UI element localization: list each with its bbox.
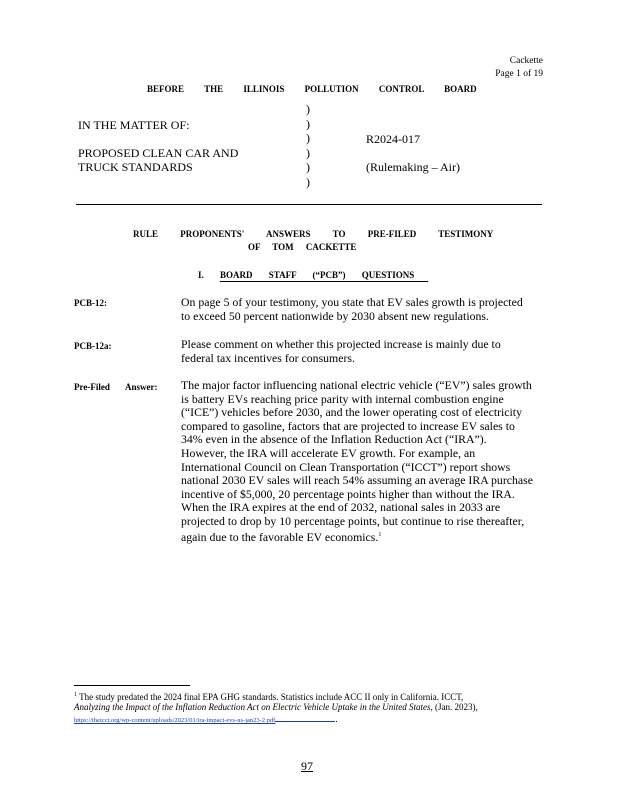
paren: ) bbox=[306, 102, 310, 116]
answer-label-prefiled: Pre-Filed bbox=[74, 382, 110, 392]
footnote-mark: 1 bbox=[74, 692, 77, 698]
board-heading: BEFORE THE ILLINOIS POLLUTION CONTROL BOARD bbox=[147, 84, 477, 94]
paren: ) bbox=[306, 131, 310, 146]
footnote-text: The study predated the 2024 final EPA GHG standards. Statistics include ACC II only in California. ICCT, bbox=[79, 692, 464, 702]
text-line: is battery EVs reaching price parity with internal combustion engine bbox=[181, 391, 504, 406]
page-number: 97 bbox=[301, 759, 313, 773]
caption-divider bbox=[76, 204, 542, 205]
document-title: RULE PROPONENTS' ANSWERS TO PRE-FILED TESTIMONY bbox=[133, 229, 494, 239]
page-label: Page 1 of 19 bbox=[495, 69, 543, 79]
header-name: Cackette bbox=[509, 56, 543, 66]
footnote-line-3 bbox=[74, 714, 338, 727]
footnote-url-spacer bbox=[275, 714, 338, 724]
text-line: compared to gasoline, factors that are projected to increase EV sales to bbox=[181, 418, 515, 433]
answer-label: Answer: bbox=[125, 382, 158, 392]
question-label: PCB-12: bbox=[74, 298, 107, 308]
text-line: International Council on Clean Transportation (“ICCT”) report shows bbox=[181, 459, 511, 474]
caption-title-2: TRUCK STANDARDS bbox=[78, 160, 193, 174]
paren: ) bbox=[306, 174, 310, 189]
caption-title-1: PROPOSED CLEAN CAR AND bbox=[78, 146, 239, 160]
docket-number: R2024-017 bbox=[366, 132, 420, 146]
question-label: PCB-12a: bbox=[74, 341, 112, 351]
paren: ) bbox=[306, 116, 310, 131]
paren: ) bbox=[306, 160, 310, 175]
section-heading: I. BOARD STAFF (“PCB”) QUESTIONS bbox=[198, 270, 415, 280]
text-line-last: again due to the favorable EV economics. bbox=[181, 529, 379, 544]
text-line: national 2030 EV sales will reach 54% assuming an average IRA purchase bbox=[181, 473, 533, 488]
caption-parens bbox=[306, 102, 310, 190]
text-line: On page 5 of your testimony, you state that EV sales growth is projected bbox=[181, 295, 523, 309]
text-line: (“ICE”) vehicles before 2030, and the lower operating cost of electricity bbox=[181, 405, 522, 420]
text-line: federal tax incentives for consumers. bbox=[181, 350, 355, 365]
text-line: However, the IRA will accelerate EV growth. For example, an bbox=[181, 445, 476, 460]
text-line: 34% even in the absence of the Inflation Reduction Act (“IRA”). bbox=[181, 432, 487, 447]
text-line: incentive of $5,000, 20 percentage points higher than without the IRA. bbox=[181, 486, 515, 501]
footnote-url-tail: . bbox=[335, 714, 338, 724]
text-line: The major factor influencing national electric vehicle (“EV”) sales growth bbox=[181, 378, 532, 392]
answer-text bbox=[181, 379, 549, 544]
text-line: to exceed 50 percent nationwide by 2030 absent new regulations. bbox=[181, 308, 489, 323]
document-title-2: OF TOM CACKETTE bbox=[248, 242, 357, 252]
rulemaking-type: (Rulemaking – Air) bbox=[366, 160, 460, 174]
text-line: projected to drop by 10 percentage points, but continue to rise thereafter, bbox=[181, 513, 525, 528]
question-text bbox=[181, 296, 549, 323]
text-line: When the IRA expires at the end of 2032, national sales in 2033 are bbox=[181, 500, 501, 515]
paren: ) bbox=[306, 145, 310, 160]
footnote-line-2 bbox=[74, 702, 478, 714]
footnote-citation-date: , (Jan. 2023), bbox=[430, 702, 478, 712]
footnote-rule bbox=[74, 685, 190, 686]
footnote-citation-title: Analyzing the Impact of the Inflation Reduction Act on Electric Vehicle Uptake in the United States bbox=[74, 702, 431, 712]
text-line: Please comment on whether this projected increase is mainly due to bbox=[181, 337, 501, 351]
footnote-url-link[interactable]: https://theicct.org/wp-content/uploads/2023/01/ira-impact-evs-us-jan23-2.pdf bbox=[74, 717, 276, 724]
footnote-ref[interactable]: 1 bbox=[378, 531, 382, 538]
question-text bbox=[181, 338, 549, 365]
section-underline bbox=[220, 281, 428, 282]
caption-matter: IN THE MATTER OF: bbox=[78, 118, 190, 132]
text-line bbox=[181, 529, 549, 545]
